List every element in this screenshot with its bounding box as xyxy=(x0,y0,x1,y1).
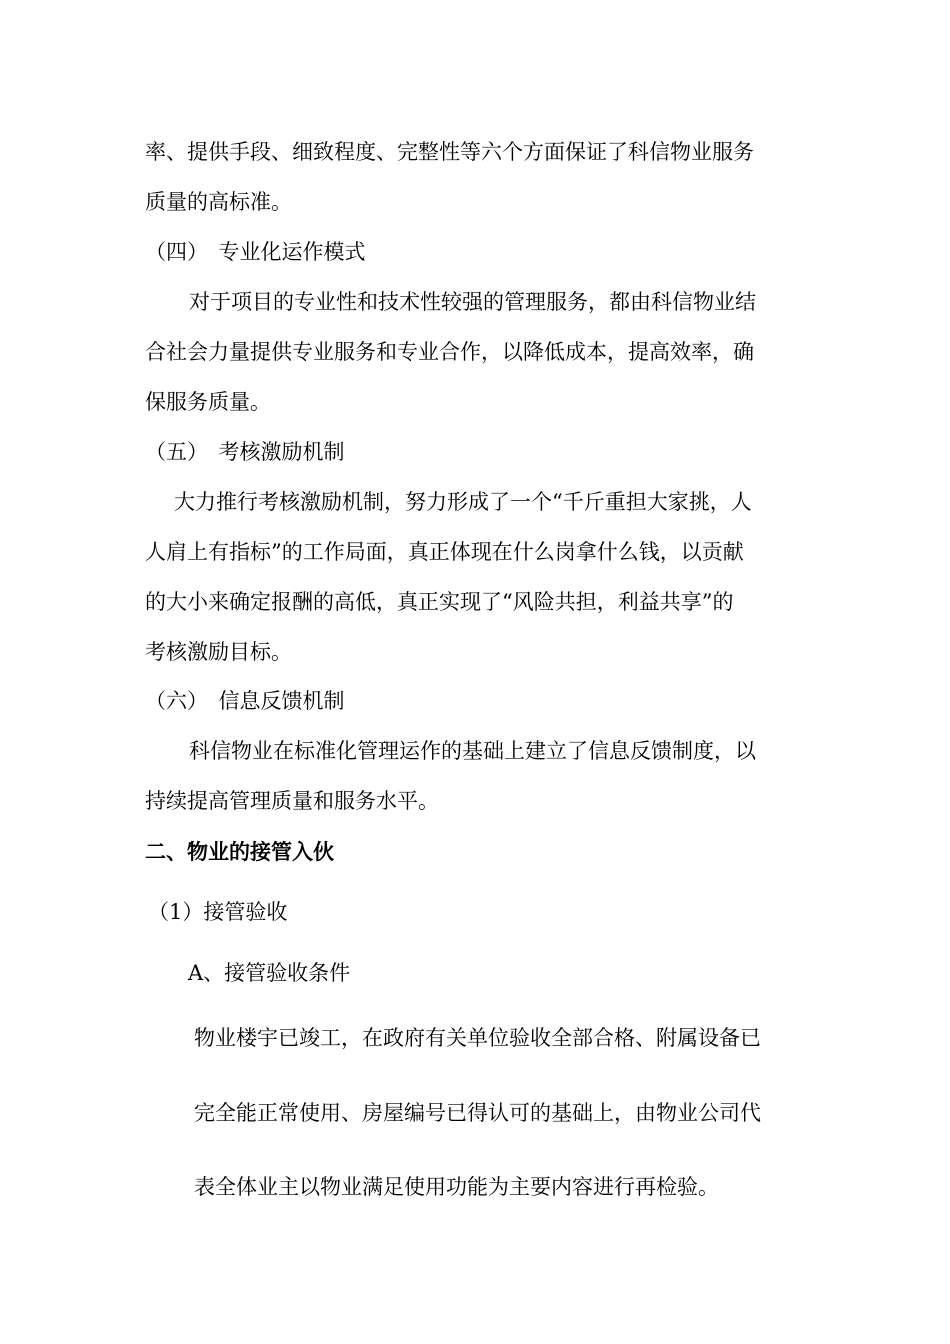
section-heading: （六） 信息反馈机制 xyxy=(145,689,345,713)
section-heading: （四） 专业化运作模式 xyxy=(145,240,366,264)
paragraph-line: 对于项目的专业性和技术性较强的管理服务，都由科信物业结 xyxy=(168,290,756,314)
subsection-heading: A、接管验收条件 xyxy=(188,961,351,985)
paragraph-line: 科信物业在标准化管理运作的基础上建立了信息反馈制度，以 xyxy=(168,739,756,763)
paragraph-line: 的大小来确定报酬的高低，真正实现了“风险共担，利益共享”的 xyxy=(145,590,734,614)
section-heading: （五） 考核激励机制 xyxy=(145,440,345,464)
paragraph-line: 大力推行考核激励机制，努力形成了一个“千斤重担大家挑，人 xyxy=(153,490,752,514)
paragraph-line: 质量的高标准。 xyxy=(145,190,292,214)
paragraph-line: 率、提供手段、细致程度、完整性等六个方面保证了科信物业服务 xyxy=(145,140,754,164)
paragraph-line: 持续提高管理质量和服务水平。 xyxy=(145,789,439,813)
paragraph-line: 考核激励目标。 xyxy=(145,640,292,664)
paragraph-line: 保服务质量。 xyxy=(145,390,271,414)
paragraph-line: 合社会力量提供专业服务和专业合作，以降低成本，提高效率，确 xyxy=(145,340,754,364)
paragraph-line: 表全体业主以物业满足使用功能为主要内容进行再检验。 xyxy=(194,1175,719,1199)
subsection-heading: （1）接管验收 xyxy=(148,900,288,924)
chapter-heading: 二、物业的接管入伙 xyxy=(145,839,334,864)
paragraph-line: 完全能正常使用、房屋编号已得认可的基础上，由物业公司代 xyxy=(194,1101,761,1125)
paragraph-line: 人肩上有指标”的工作局面，真正体现在什么岗拿什么钱，以贡献 xyxy=(145,540,744,564)
paragraph-line: 物业楼宇已竣工，在政府有关单位验收全部合格、附属设备已 xyxy=(194,1026,761,1050)
